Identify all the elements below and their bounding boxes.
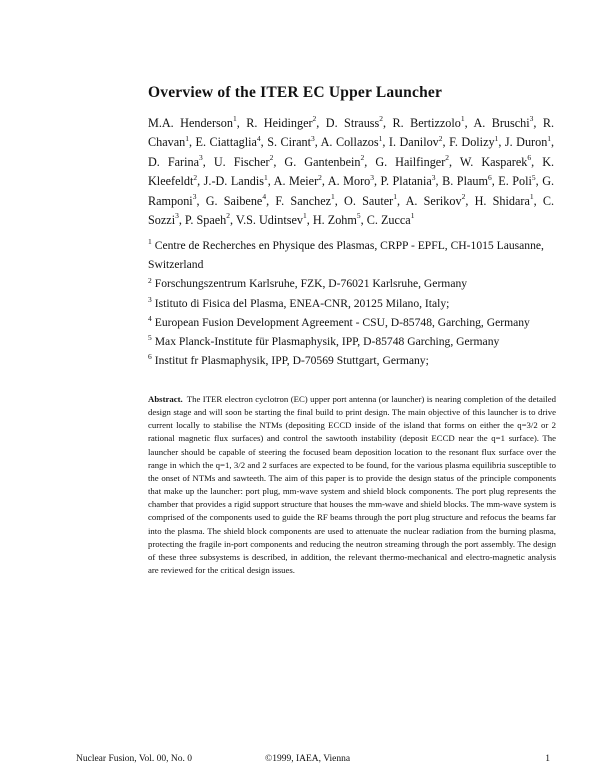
affiliation — [148, 294, 556, 313]
author — [505, 135, 551, 149]
author — [344, 194, 397, 208]
author-affiliation-mark: 2 — [312, 114, 317, 124]
affiliation-number: 6 — [148, 352, 152, 362]
author-name: M.A. Henderson — [148, 116, 233, 130]
author-name: P. Platania — [380, 174, 432, 189]
author — [148, 116, 237, 130]
author-affiliation-mark: 3 — [192, 192, 197, 202]
author-name: R. Heidinger — [246, 116, 313, 130]
author-affiliation-mark: 1 — [460, 114, 465, 124]
author-name: V.S. Udintsev — [235, 213, 304, 228]
author — [460, 155, 531, 169]
author-affiliation-mark: 2 — [360, 153, 365, 163]
author — [148, 155, 203, 169]
author-affiliation-mark: 2 — [438, 133, 443, 143]
author-affiliation-mark: 2 — [226, 211, 230, 221]
author — [442, 174, 492, 188]
author-affiliation-mark: 1 — [494, 133, 499, 143]
author-affiliation-mark: 2 — [461, 192, 466, 202]
affiliation-text: European Fusion Development Agreement - CSU, D-85748, Garching, Germany — [154, 315, 530, 329]
author — [326, 116, 383, 130]
author-affiliation-mark: 2 — [269, 153, 274, 163]
author — [393, 116, 465, 130]
author-name: G. Saibene — [205, 193, 263, 208]
author — [275, 194, 334, 208]
affiliation-number: 4 — [148, 313, 152, 323]
author-name: F. Dolizy — [449, 135, 495, 150]
author — [236, 213, 307, 227]
author-affiliation-mark: 3 — [175, 211, 179, 221]
author — [321, 135, 383, 149]
author-affiliation-mark: 4 — [262, 192, 267, 202]
author-name: P. Spaeh — [184, 213, 227, 228]
author-name: C. Sozzi — [148, 193, 555, 228]
author-affiliation-mark: 3 — [431, 172, 436, 182]
author-name: D. Farina — [148, 154, 200, 169]
author — [381, 174, 436, 188]
author-name: G. Gantenbein — [284, 154, 361, 169]
author-affiliation-mark: 3 — [310, 133, 315, 143]
author-name: G. Hailfinger — [375, 154, 446, 169]
author-affiliation-mark: 1 — [378, 133, 383, 143]
affiliation-number: 2 — [148, 275, 152, 285]
abstract — [148, 393, 556, 577]
author-affiliation-mark: 1 — [232, 114, 237, 124]
author — [406, 194, 466, 208]
author-name: D. Strauss — [325, 116, 380, 130]
author — [389, 135, 443, 149]
author — [274, 174, 322, 188]
author — [206, 194, 266, 208]
affiliation-text: Centre de Recherches en Physique des Plasmas, CRPP - EPFL, CH-1015 Lausanne, Switzerland — [148, 239, 544, 272]
author-name: S. Cirant — [267, 135, 311, 150]
author — [328, 174, 374, 188]
affiliation — [148, 313, 556, 332]
author — [313, 213, 361, 227]
author-list: M.A. Henderson$^1$, R. Heidinger$^2$, D. Strauss$^2$, R. Bertizzolo$^1$, A. Bruschi$^3$, R. Chavan$^1$, E. Ciattaglia$^4$, S. Cirant$^3$, A. Collazos$^1$, I. Danilov$^2$, F. Dolizy$^1$, J. Duron$^1$, D. Farina$^3$, U. Fischer$^2$, G. Gantenbein$^2$, G. Hailfinger$^2$, W. Kasparek$^6$, K. Kleefeldt$^2$, J.-D. Landis$^1$, A. Meier$^2$, A. Moro$^3$, P. Platania$^3$, B. Plaum$^6$, E. Poli$^5$, G. Ramponi$^3$, G. Saibene$^4$, F. Sanchez$^1$, O. Sauter$^1$, A. Serikov$^2$, H. Shidara$^1$, C. Sozzi$^3$, P. Spaeh$^2$, V.S. Udintsev$^1$, H. Zohm$^5$, C. Zucca$^1$ — [148, 114, 555, 228]
author — [473, 116, 533, 130]
author — [246, 116, 316, 130]
author-name: B. Plaum — [442, 174, 488, 189]
affiliation-text: Istituto di Fisica del Plasma, ENEA-CNR, 20125 Milano, Italy; — [154, 296, 450, 310]
affiliation — [148, 236, 556, 274]
affiliation-text: Institut fr Plasmaphysik, IPP, D-70569 Stuttgart, Germany; — [154, 354, 429, 368]
author-affiliation-mark: 1 — [303, 211, 307, 221]
author-affiliation-mark: 2 — [445, 153, 450, 163]
author — [185, 213, 230, 227]
author-name: A. Meier — [273, 174, 319, 189]
author-affiliation-mark: 2 — [379, 114, 384, 124]
author-name: A. Serikov — [405, 193, 462, 208]
author — [196, 135, 261, 149]
affiliation — [148, 351, 556, 370]
author-affiliation-mark: 3 — [529, 114, 534, 124]
footer-journal: Nuclear Fusion, Vol. 00, No. 0 — [76, 754, 193, 764]
author-affiliation-mark: 1 — [331, 192, 335, 202]
author-affiliation-mark: 4 — [256, 133, 261, 143]
author-affiliation-mark: 3 — [199, 153, 203, 163]
author-name: R. Chavan — [148, 116, 555, 150]
author — [367, 213, 415, 227]
author — [204, 174, 268, 188]
author — [375, 155, 449, 169]
author-affiliation-mark: 5 — [356, 211, 361, 221]
author-affiliation-mark: 1 — [547, 133, 552, 143]
author-affiliation-mark: 5 — [531, 172, 536, 182]
author-name: A. Moro — [327, 174, 371, 189]
author — [267, 135, 315, 149]
author-affiliation-mark: 2 — [193, 172, 198, 182]
affiliation — [148, 332, 556, 351]
author-name: J.-D. Landis — [203, 174, 265, 189]
affiliation-list — [148, 236, 556, 370]
author-affiliation-mark: 1 — [393, 192, 397, 202]
abstract-text: The ITER electron cyclotron (EC) upper port antenna (or launcher) is nearing completion of the detailed design stage and will soon be starting the final build to print design. The main objective of this launcher is to drive current locally to stabilise the NTMs (depositing ECCD inside of the island that forms on either the q=3/2 or 2 rational magnetic flux surfaces) and control the sawtooth instability (deposit ECCD near the q=1 surface). The launcher should be capable of steering the focused beam deposition location to the resonant flux surface over the range in which the q=1, 3/2 and 2 surfaces are expected to be found, for the various plasma equilibria susceptible to the onset of NTMs and sawteeth. The aim of this paper is to provide the design status of the principle components that make up the launcher: port plug, mm-wave system and shield block components. The port plug represents the chamber that provides a rigid support structure that houses the mm-wave and shield blocks. The mm-wave system is comprised of the components used to guide the RF beams through the port plug structure and refocus the beams far into the plasma. The shield block components are used to attenuate the nuclear radiation from the burning plasma, protecting the fragile in-port components and reducing the neutron streaming through the port assembly. The design of these three subsystems is described, in addition, the relevant thermo-mechanical and electro-magnetic analysis are reviewed for the critical design issues. — [148, 394, 556, 576]
paper-title: Overview of the ITER EC Upper Launcher — [148, 84, 443, 101]
author — [475, 194, 534, 208]
author — [214, 155, 274, 169]
author-name: E. Ciattaglia — [195, 135, 257, 150]
author-name: O. Sauter — [344, 193, 394, 208]
page-footer — [76, 754, 550, 768]
author-name: E. Poli — [498, 174, 532, 189]
author-affiliation-mark: 1 — [529, 192, 534, 202]
author-affiliation-mark: 6 — [487, 172, 492, 182]
affiliation-number: 1 — [148, 237, 152, 247]
author-name: G. Ramponi — [148, 174, 555, 208]
abstract-label: Abstract. — [148, 394, 183, 404]
author-affiliation-mark: 1 — [264, 172, 268, 182]
author — [449, 135, 498, 149]
author-name: W. Kasparek — [459, 154, 528, 169]
author-affiliation-mark: 2 — [318, 172, 322, 182]
affiliation-text: Forschungszentrum Karlsruhe, FZK, D-76021 Karlsruhe, Germany — [154, 277, 468, 291]
author-name: C. Zucca — [366, 213, 411, 228]
author-affiliation-mark: 1 — [185, 133, 189, 143]
author-name: U. Fischer — [213, 154, 270, 169]
affiliation — [148, 274, 556, 293]
author-affiliation-mark: 3 — [370, 172, 374, 182]
author — [284, 155, 364, 169]
affiliation-text: Max Planck-Institute für Plasmaphysik, IPP, D-85748 Garching, Germany — [154, 335, 500, 349]
author-name: H. Zohm — [312, 213, 357, 228]
author — [498, 174, 535, 188]
author-name: J. Duron — [504, 135, 548, 150]
footer-copyright: ©1999, IAEA, Vienna — [265, 754, 351, 764]
author-name: F. Sanchez — [275, 193, 332, 208]
author-name: A. Bruschi — [473, 116, 530, 130]
author-name: H. Shidara — [474, 193, 530, 208]
author-affiliation-mark: 1 — [410, 211, 415, 221]
author-name: R. Bertizzolo — [392, 116, 461, 130]
author-name: I. Danilov — [388, 135, 439, 150]
affiliation-number: 5 — [148, 333, 152, 343]
author-name: A. Collazos — [320, 135, 379, 150]
author-name: K. Kleefeldt — [148, 154, 555, 189]
affiliation-number: 3 — [148, 294, 152, 304]
page-number: 1 — [545, 754, 550, 764]
author-affiliation-mark: 6 — [527, 153, 532, 163]
